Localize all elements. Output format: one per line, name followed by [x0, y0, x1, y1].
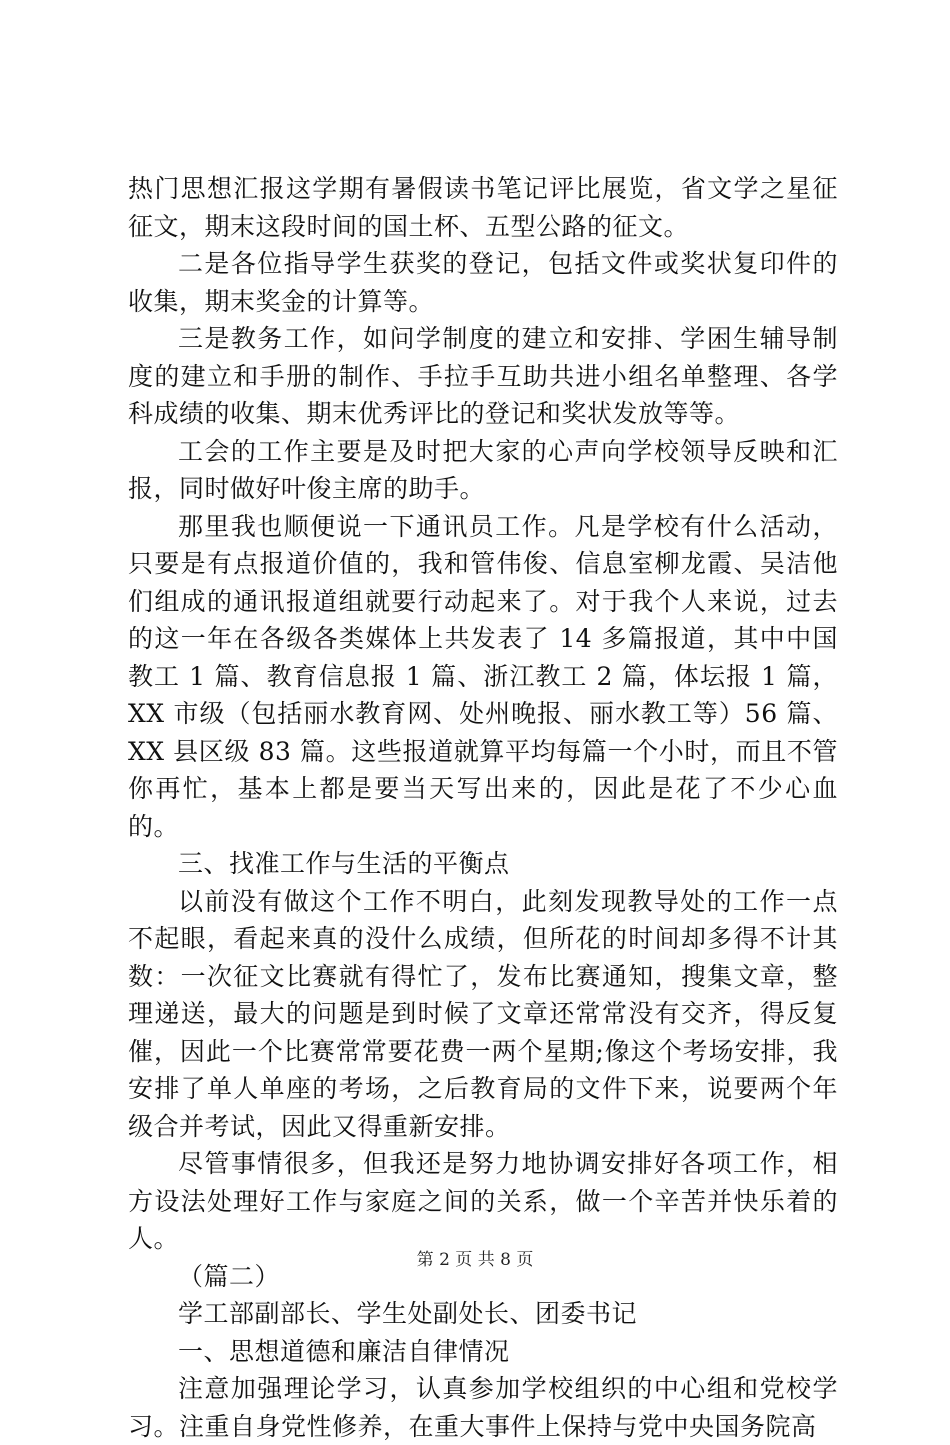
page-footer: 第 2 页 共 8 页	[416, 1250, 534, 1270]
paragraph-12: 注意加强理论学习，认真参加学校组织的中心组和党校学习。注重自身党性修养，在重大事件上保持与党中央国务院高	[128, 1374, 838, 1441]
paragraph-7: 以前没有做这个工作不明白，此刻发现教导处的工作一点不起眼，看起来真的没什么成绩，但所花的时间却多得不计其数：一次征文比赛就有得忙了，发布比赛通知，搜集文章，整理递送，最大的问题是到时候了文章还常常没有交齐，得反复催，因此一个比赛常常要花费一两个星期;像这个考场安排，我安排了单人单座的考场，之后教育局的文件下来，说要两个年级合并考试，因此又得重新安排。	[128, 886, 838, 1141]
paragraph-5: 那里我也顺便说一下通讯员工作。凡是学校有什么活动，只要是有点报道价值的，我和管伟俊、信息室柳龙霞、吴洁他们组成的通讯报道组就要行动起来了。对于我个人来说，过去的这一年在各级各类媒体上共发表了 14 多篇报道，其中中国教工 1 篇、教育信息报 1 篇、浙江教工 2 篇，体坛报 1 篇，XX 市级（包括丽水教育网、处州晚报、丽水教工等）56 篇、XX 县区级 83 篇。这些报道就算平均每篇一个小时，而且不管你再忙，基本上都是要当天写出来的，因此是花了不少心血的。	[128, 511, 838, 841]
chapter-label: （篇二）	[178, 1261, 281, 1291]
section-heading-3: 三、找准工作与生活的平衡点	[178, 849, 510, 878]
paragraph-4: 工会的工作主要是及时把大家的心声向学校领导反映和汇报，同时做好叶俊主席的助手。	[128, 436, 838, 503]
paragraph-2: 二是各位指导学生获奖的登记，包括文件或奖状复印件的收集，期末奖金的计算等。	[128, 249, 838, 316]
paragraph-3: 三是教务工作，如问学制度的建立和安排、学困生辅导制度的建立和手册的制作、手拉手互助共进小组名单整理、各学科成绩的收集、期末优秀评比的登记和奖状发放等等。	[128, 324, 838, 428]
paragraph-8: 尽管事情很多，但我还是努力地协调安排好各项工作，相方设法处理好工作与家庭之间的关系，做一个辛苦并快乐着的人。	[128, 1149, 838, 1253]
paragraph-1: 热门思想汇报这学期有暑假读书笔记评比展览，省文学之星征征文，期末这段时间的国土杯、五型公路的征文。	[128, 174, 838, 241]
section-heading-1: 一、思想道德和廉洁自律情况	[178, 1336, 510, 1366]
position-title: 学工部副部长、学生处副处长、团委书记	[178, 1299, 638, 1328]
